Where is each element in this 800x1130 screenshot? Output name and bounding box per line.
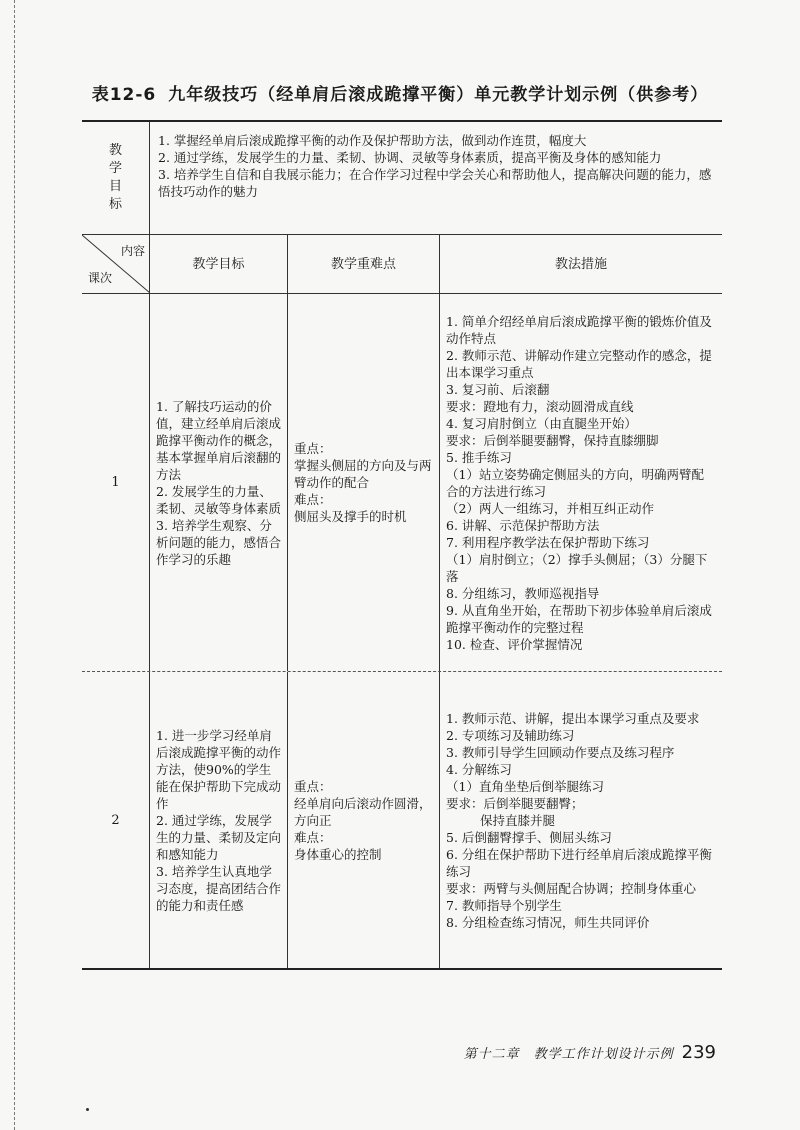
objective-item: 2. 通过学练，发展学生的力量、柔韧、协调、灵敏等身体素质，提高平衡及身体的感知能力: [158, 150, 662, 165]
method-item: 7. 教师指导个别学生: [446, 897, 562, 913]
scan-speck: [86, 1108, 89, 1111]
method-item: 6. 分组在保护帮助下进行经单肩后滚成跪撑平衡练习: [446, 846, 712, 879]
objective-item: 1. 掌握经单肩后滚成跪撑平衡的动作及保护帮助方法，做到动作连贯，幅度大: [158, 133, 587, 148]
header-goal: 教学目标: [150, 235, 288, 293]
key-point-line: 重点：: [294, 778, 332, 794]
goal-item: 1. 了解技巧运动的价值，建立经单肩后滚成跪撑平衡动作的概念，基本掌握单肩后滚翻的方法: [156, 398, 282, 482]
objectives-label-char: 教: [108, 143, 122, 158]
table-number: 表12-6: [91, 85, 157, 105]
lesson-row: [82, 294, 722, 672]
method-item: 3. 教师引导学生回顾动作要点及练习程序: [446, 744, 675, 760]
lesson-number: 2: [82, 672, 150, 968]
method-item: 2. 教师示范、讲解动作建立完整动作的感念，提出本课学习重点: [446, 347, 712, 380]
lesson-goal: [150, 294, 288, 671]
method-item: （1）站立姿势确定侧屈头的方向，明确两臂配合的方法进行练习: [446, 466, 704, 499]
objectives-label: [82, 122, 150, 234]
method-item: 3. 复习前、后滚翻: [446, 381, 550, 397]
method-item: 5. 推手练习: [446, 449, 512, 465]
goal-item: 3. 培养学生观察、分析问题的能力，感悟合作学习的乐趣: [156, 517, 282, 567]
binding-margin-line: [14, 0, 15, 1130]
page-number: 239: [681, 1042, 716, 1063]
method-item: 5. 后倒翻臀撑手、侧屈头练习: [446, 829, 612, 845]
key-point-line: 身体重心的控制: [294, 846, 382, 862]
header-key-points: 教学重难点: [288, 235, 440, 293]
objectives-label-char: 标: [108, 197, 122, 212]
method-item: 6. 讲解、示范保护帮助方法: [446, 517, 600, 533]
goal-item: 2. 发展学生的力量、柔韧、灵敏等身体素质: [156, 483, 282, 516]
lesson-key-points: [288, 294, 440, 671]
objectives-row: [82, 122, 722, 235]
key-point-line: 难点：: [294, 492, 332, 507]
lesson-key-points: [288, 672, 440, 968]
objective-item: 3. 培养学生自信和自我展示能力；在合作学习过程中学会关心和帮助他人，提高解决问题的能力，感悟技巧动作的魅力: [158, 167, 712, 199]
method-item: 4. 分解练习: [446, 761, 512, 777]
corner-header-cell: [82, 235, 150, 293]
method-item: 保持直膝并腿: [480, 812, 556, 828]
method-item: 4. 复习肩肘倒立（由直腿坐开始）: [446, 415, 637, 431]
goal-item: 1. 进一步学习经单肩后滚成跪撑平衡的动作方法，使90%的学生能在保护帮助下完成动作: [156, 727, 282, 811]
key-point-line: 掌握头侧屈的方向及与两臂动作的配合: [294, 458, 432, 490]
header-methods: 教法措施: [554, 256, 607, 272]
method-item: （2）两人一组练习，并相互纠正动作: [446, 500, 654, 516]
method-item: （1）肩肘倒立；（2）撑手头侧屈；（3）分腿下落: [446, 551, 708, 584]
goal-item: 3. 培养学生认真地学习态度，提高团结合作的能力和责任感: [156, 863, 282, 913]
chapter-title: 第十二章 教学工作计划设计示例: [463, 1047, 674, 1062]
method-item: 2. 专项练习及辅助练习: [446, 727, 575, 743]
table-title: [0, 80, 800, 105]
method-item: 要求：两臂与头侧屈配合协调；控制身体重心: [446, 880, 697, 896]
lesson-methods: [440, 672, 722, 968]
header-row: [82, 235, 722, 294]
corner-label-lesson: 课次: [88, 271, 113, 285]
method-item: 7. 利用程序教学法在保护帮助下练习: [446, 534, 650, 550]
page-footer: [464, 1042, 716, 1063]
lesson-number: 1: [82, 294, 150, 671]
table-caption: 九年级技巧（经单肩后滚成跪撑平衡）单元教学计划示例（供参考）: [168, 85, 709, 105]
method-item: 8. 分组检查练习情况，师生共同评价: [446, 914, 650, 930]
lesson-goal: [150, 672, 288, 968]
key-point-line: 重点：: [294, 441, 332, 456]
lesson-row: [82, 672, 722, 968]
corner-label-content: 内容: [120, 244, 145, 258]
key-point-line: 难点：: [294, 829, 332, 845]
method-item: 要求：后倒举腿要翻臀；: [446, 795, 584, 811]
method-item: 要求：蹬地有力，滚动圆滑成直线: [446, 398, 634, 414]
lesson-plan-table: [82, 120, 722, 970]
objectives-text: [150, 122, 722, 234]
method-item: 1. 简单介绍经单肩后滚成跪撑平衡的锻炼价值及动作特点: [446, 313, 712, 346]
objectives-label-char: 学: [108, 161, 122, 176]
method-item: 8. 分组练习，教师巡视指导: [446, 585, 600, 601]
method-item: 1. 教师示范、讲解，提出本课学习重点及要求: [446, 710, 700, 726]
lesson-methods: [440, 294, 722, 671]
goal-item: 2. 通过学练，发展学生的力量、柔韧及定向和感知能力: [156, 812, 282, 862]
key-point-line: 侧屈头及撑手的时机: [294, 509, 407, 524]
method-item: 10. 检查、评价掌握情况: [446, 636, 583, 652]
key-point-line: 经单肩向后滚动作圆滑，方向正: [294, 795, 432, 828]
method-item: （1）直角坐垫后倒举腿练习: [446, 778, 604, 794]
method-item: 9. 从直角坐开始，在帮助下初步体验单肩后滚成跪撑平衡动作的完整过程: [446, 602, 712, 635]
objectives-label-char: 目: [108, 179, 122, 194]
method-item: 要求：后倒举腿要翻臀，保持直膝绷脚: [446, 432, 659, 448]
